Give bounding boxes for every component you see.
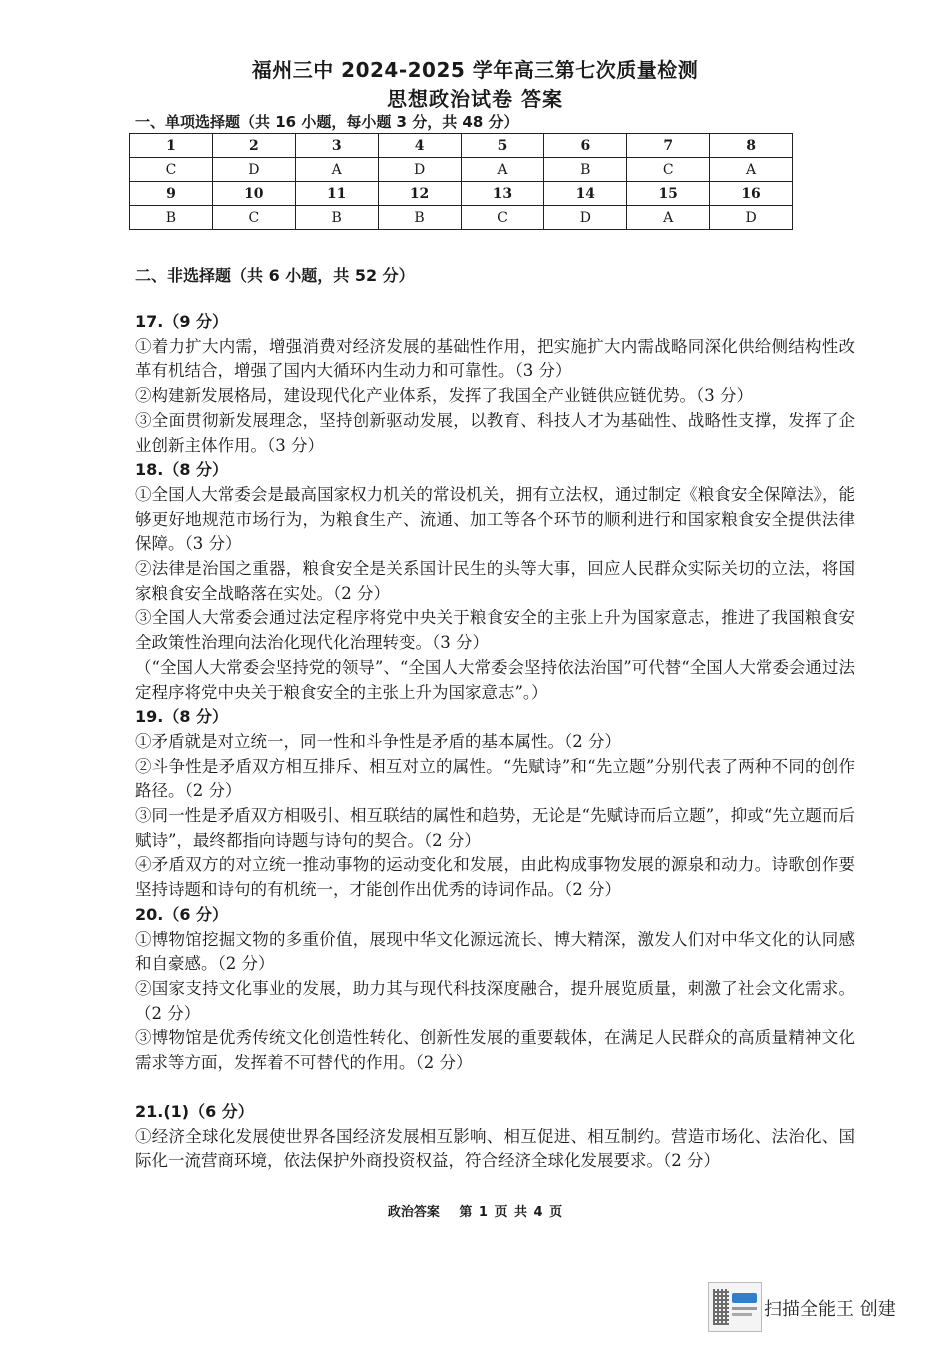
logo-text-line (732, 1313, 752, 1316)
q19-heading: 19.（8 分） (135, 707, 229, 727)
section-2-heading: 二、非选择题（共 6 小题，共 52 分） (135, 266, 415, 285)
answer-cell: A (710, 158, 793, 182)
table-row (130, 134, 793, 158)
qr-code-icon (713, 1289, 729, 1325)
q17-point-2: ②构建新发展格局，建设现代化产业体系，发挥了我国全产业链供应链优势。（3 分） (135, 386, 753, 406)
q20-point-3: ③博物馆是优秀传统文化创造性转化、创新性发展的重要载体，在满足人民群众的高质量精神文化需求等方面，发挥着不可替代的作用。（2 分） (135, 1028, 855, 1073)
question-number: 6 (544, 134, 627, 158)
question-number: 16 (710, 182, 793, 206)
question-number: 10 (212, 182, 295, 206)
question-number: 1 (130, 134, 213, 158)
q19-point-4: ④矛盾双方的对立统一推动事物的运动变化和发展，由此构成事物发展的源泉和动力。诗歌创作要坚持诗题和诗句的有机统一，才能创作出优秀的诗词作品。（2 分） (135, 855, 855, 900)
section-1-heading: 一、单项选择题（共 16 小题，每小题 3 分，共 48 分） (135, 113, 519, 131)
question-number: 3 (295, 134, 378, 158)
answer-cell: C (461, 206, 544, 230)
answer-cell: B (295, 206, 378, 230)
exam-subtitle: 思想政治试卷 答案 (387, 87, 563, 111)
q18-point-2: ②法律是治国之重器，粮食安全是关系国计民生的头等大事，回应人民群众实际关切的立法，将国家粮食安全战略落在实处。（2 分） (135, 559, 855, 603)
answer-cell: D (544, 206, 627, 230)
question-number: 2 (212, 134, 295, 158)
app-logo-icon (732, 1293, 757, 1303)
question-number: 4 (378, 134, 461, 158)
q20-heading: 20.（6 分） (135, 904, 229, 924)
question-number: 9 (130, 182, 213, 206)
q18-point-1: ①全国人大常委会是最高国家权力机关的常设机关，拥有立法权，通过制定《粮食安全保障法》，能够更好地规范市场行为，为粮食生产、流通、加工等各个环节的顺利进行和国家粮食安全提供法律保障。（3 分） (135, 484, 855, 554)
answer-cell: D (212, 158, 295, 182)
answer-cell: A (461, 158, 544, 182)
answer-cell: A (627, 206, 710, 230)
answer-cell: B (130, 206, 213, 230)
question-number: 15 (627, 182, 710, 206)
logo-text-line (732, 1307, 757, 1310)
table-row (130, 206, 793, 230)
question-number: 12 (378, 182, 461, 206)
answer-cell: C (627, 158, 710, 182)
answer-cell: B (378, 206, 461, 230)
q17-heading: 17.（9 分） (135, 312, 229, 331)
table-row (130, 182, 793, 206)
table-row (130, 158, 793, 182)
answer-cell: B (544, 158, 627, 182)
scanner-watermark: 扫描全能王 创建 (764, 1299, 896, 1320)
choice-answer-table (129, 133, 793, 230)
question-number: 14 (544, 182, 627, 206)
answer-cell: C (212, 206, 295, 230)
answer-cell: A (295, 158, 378, 182)
q17-point-3: ③全面贯彻新发展理念，坚持创新驱动发展，以教育、科技人才为基础性、战略性支撑，发挥了企业创新主体作用。（3 分） (135, 410, 855, 455)
q21-heading: 21.(1)（6 分） (135, 1101, 254, 1121)
exam-title: 福州三中 2024-2025 学年高三第七次质量检测 (251, 58, 699, 82)
q20-point-1: ①博物馆挖掘文物的多重价值，展现中华文化源远流长、博大精深，激发人们对中华文化的认同感和自豪感。（2 分） (135, 929, 855, 974)
answer-cell: D (710, 206, 793, 230)
q20-point-2: ②国家支持文化事业的发展，助力其与现代科技深度融合，提升展览质量，刺激了社会文化需求。（2 分） (135, 978, 855, 1023)
page-footer: 政治答案 第 1 页 共 4 页 (387, 1205, 563, 1220)
answer-body (135, 310, 855, 1174)
q19-point-3: ③同一性是矛盾双方相吸引、相互联结的属性和趋势，无论是“先赋诗而后立题”，抑或“先立题而后赋诗”，最终都指向诗题与诗句的契合。（2 分） (135, 806, 855, 850)
answer-cell: C (130, 158, 213, 182)
question-number: 7 (627, 134, 710, 158)
q19-point-2: ②斗争性是矛盾双方相互排斥、相互对立的属性。“先赋诗”和“先立题”分别代表了两种不同的创作路径。（2 分） (135, 756, 855, 801)
q18-point-3: ③全国人大常委会通过法定程序将党中央关于粮食安全的主张上升为国家意志，推进了我国粮食安全政策性治理向法治化现代化治理转变。（3 分） (135, 608, 855, 653)
question-number: 13 (461, 182, 544, 206)
answer-cell: D (378, 158, 461, 182)
q18-note: （“全国人大常委会坚持党的领导”、“全国人大常委会坚持依法治国”可代替“全国人大常委会通过法定程序将党中央关于粮食安全的主张上升为国家意志”。） (135, 657, 855, 702)
q19-point-1: ①矛盾就是对立统一，同一性和斗争性是矛盾的基本属性。（2 分） (135, 731, 621, 751)
q18-heading: 18.（8 分） (135, 460, 229, 480)
q21-point-1: ①经济全球化发展使世界各国经济发展相互影响、相互促进、相互制约。营造市场化、法治化、国际化一流营商环境，依法保护外商投资权益，符合经济全球化发展要求。（2 分） (135, 1126, 855, 1171)
spacer (135, 1076, 855, 1100)
scanner-logo (708, 1282, 762, 1332)
question-number: 8 (710, 134, 793, 158)
q17-point-1: ①着力扩大内需，增强消费对经济发展的基础性作用，把实施扩大内需战略同深化供给侧结构性改革有机结合，增强了国内大循环内生动力和可靠性。（3 分） (135, 336, 855, 381)
question-number: 11 (295, 182, 378, 206)
question-number: 5 (461, 134, 544, 158)
